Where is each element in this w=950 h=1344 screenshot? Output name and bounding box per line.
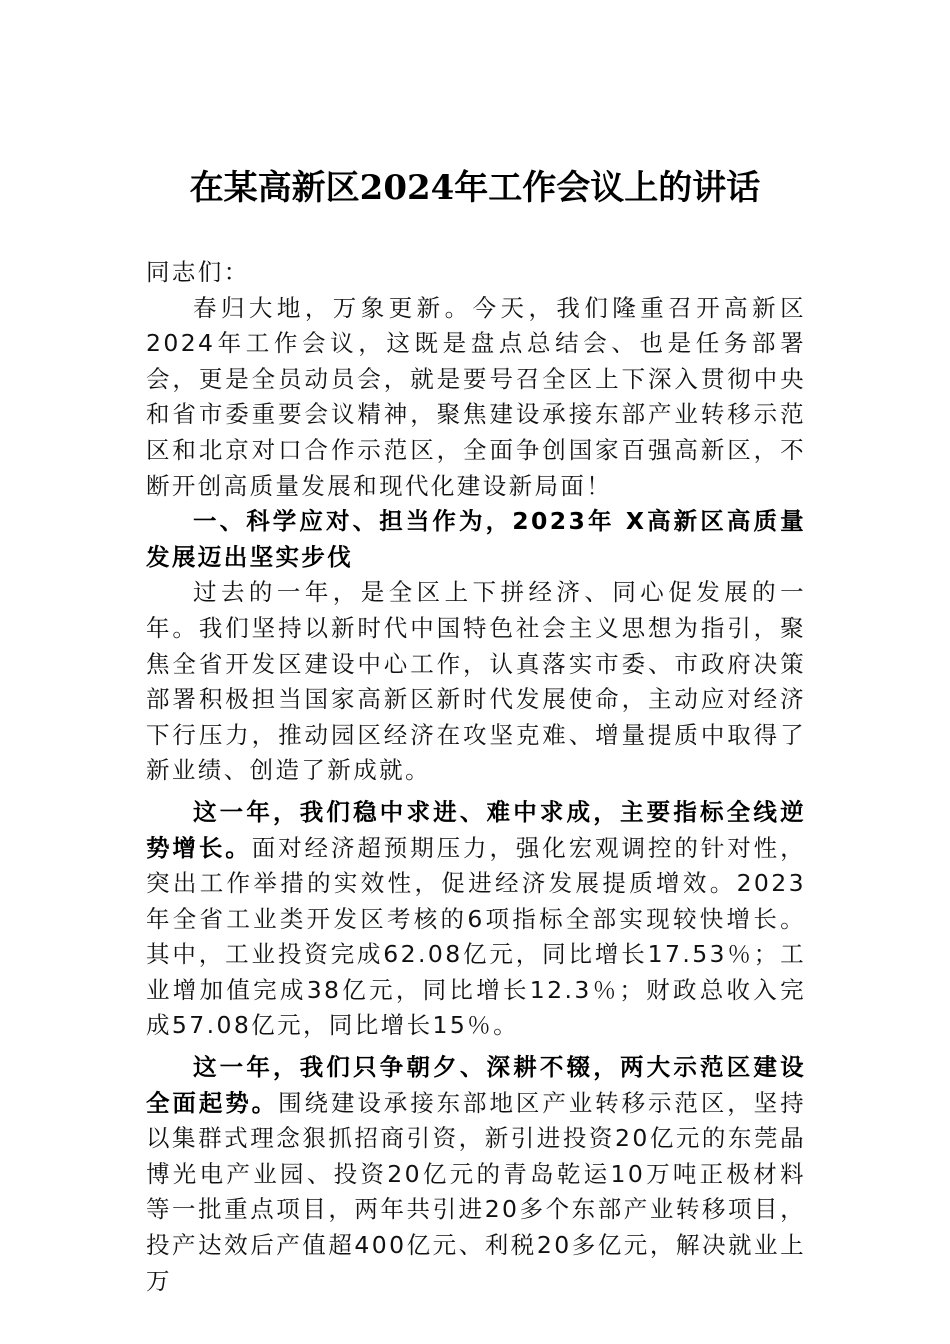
paragraph-zones-text: 围绕建设承接东部地区产业转移示范区，坚持以集群式理念狠抓招商引资，新引进投资20亿元的东莞晶博光电产业园、投资20亿元的青岛乾运10万吨正极材料等一批重点项目，两年共引进20多个东部产业转移项目，投产达效后产值超400亿元、利税20多亿元，解决就业上万 [146,1088,807,1295]
paragraph-zones-lead: 这一年，我们只争朝夕、深耕不辍，两大示范区建设全面起势。 [146,1053,806,1117]
document-title: 在某高新区2024年工作会议上的讲话 [189,168,761,208]
salutation: 同志们： [146,258,250,286]
paragraph-indicators-text: 面对经济超预期压力，强化宏观调控的针对性，突出工作举措的实效性，促进经济发展提质增效。2023年全省工业类开发区考核的6项指标全部实现较快增长。其中，工业投资完成62.08亿元，同比增长17.53％；工业增加值完成38亿元，同比增长12.3％；财政总收入完成57.08亿元，同比增长15％。 [146,833,806,1040]
paragraph-indicators-lead: 这一年，我们稳中求进、难中求成，主要指标全线逆势增长。 [146,797,806,862]
paragraph-intro: 春归大地，万象更新。今天，我们隆重召开高新区2024年工作会议，这既是盘点总结会、也是任务部署会，更是全员动员会，就是要号召全区上下深入贯彻中央和省市委重要会议精神，聚焦建设承接东部产业转移示范区和北京对口合作示范区，全面争创国家百强高新区，不断开创高质量发展和现代化建设新局面！ [146,293,806,500]
paragraph-indicators [146,795,806,1044]
paragraph-review: 过去的一年，是全区上下拼经济、同心促发展的一年。我们坚持以新时代中国特色社会主义思想为指引，聚焦全省开发区建设中心工作，认真落实市委、市政府决策部署积极担当国家高新区新时代发展使命，主动应对经济下行压力，推动园区经济在攻坚克难、增量提质中取得了新业绩、创造了新成就。 [146,578,806,785]
paragraph-demonstration-zones [146,1050,806,1299]
section-heading-1: 一、科学应对、担当作为，2023年 X高新区高质量发展迈出坚实步伐 [146,507,806,571]
document-body [146,255,806,1299]
